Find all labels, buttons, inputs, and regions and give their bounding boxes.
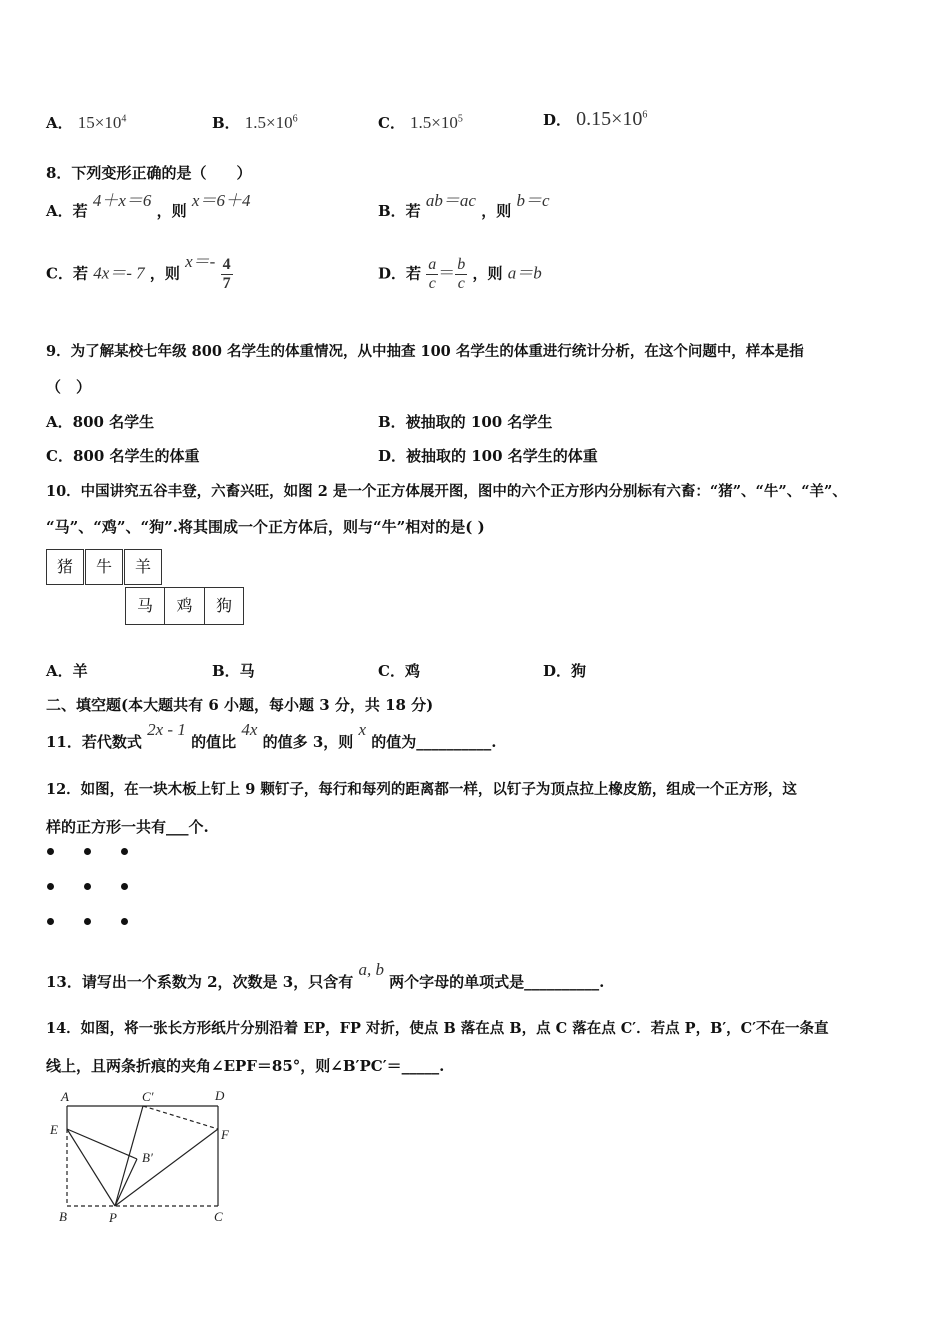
q9-stem-line1: 9．为了解某校七年级 800 名学生的体重情况，从中抽查 100 名学生的体重进行统计分析，在这个问题中，样本是指 bbox=[46, 343, 804, 360]
q9-option-d: D．被抽取的 100 名学生的体重 bbox=[378, 447, 598, 465]
nail-dot bbox=[47, 918, 54, 925]
q9-stem-line2: （ ） bbox=[46, 378, 92, 396]
q10-stem-line1: 10．中国讲究五谷丰登，六畜兴旺，如图 2 是一个正方体展开图，图中的六个正方形内分别标有六畜：“猪”、“牛”、“羊”、 bbox=[46, 483, 847, 500]
section-2-heading: 二、填空题(本大题共有 6 小题，每小题 3 分，共 18 分) bbox=[46, 696, 434, 714]
q14-line1: 14．如图，将一张长方形纸片分别沿着 EP，FP 对折，使点 B 落在点 B，点 C 落在点 C′．若点 P，B′，C′不在一条直 bbox=[46, 1020, 829, 1037]
q8-option-d-fraction1-den: c bbox=[428, 275, 436, 292]
label-d: D bbox=[215, 1088, 225, 1103]
q8-option-d-label: D．若 bbox=[378, 264, 422, 283]
q10-stem-line2: “马”、“鸡”、“狗”.将其围成一个正方体后，则与“牛”相对的是( ) bbox=[46, 518, 485, 536]
q8-option-a-expr1: 4＋x＝6 bbox=[92, 191, 152, 210]
q8-option-d-fraction1-num: a bbox=[428, 256, 437, 273]
q8-option-d-eq: ＝ bbox=[438, 263, 456, 283]
net-cell-bottom-3: 狗 bbox=[204, 587, 244, 625]
q7-option-b-label: B． bbox=[212, 114, 240, 132]
q8-option-a-expr2: x＝6＋4 bbox=[191, 191, 251, 210]
net-cell-bottom-2: 鸡 bbox=[164, 587, 205, 625]
label-p: P bbox=[109, 1210, 117, 1225]
q7-option-b-value: $1.5\times 10^6$ bbox=[244, 113, 298, 132]
label-b-prime: B′ bbox=[142, 1150, 153, 1165]
crease-ep bbox=[67, 1129, 115, 1206]
nail-dot bbox=[47, 848, 54, 855]
q8-option-b bbox=[378, 191, 550, 221]
q8-option-c bbox=[46, 251, 233, 293]
label-a: A bbox=[61, 1089, 69, 1104]
q8-option-d-fraction2 bbox=[455, 256, 467, 293]
net-cell-top-2: 牛 bbox=[85, 549, 123, 585]
q10-option-d: D．狗 bbox=[543, 662, 587, 680]
q8-option-d-mid: ，则 bbox=[472, 264, 503, 283]
q7-option-b bbox=[212, 112, 298, 133]
q11-part1: 11．若代数式 bbox=[46, 733, 142, 751]
label-f: F bbox=[221, 1127, 229, 1142]
q8-option-c-mid: ，则 bbox=[149, 264, 180, 283]
q7-option-d bbox=[543, 108, 647, 131]
folding-figure bbox=[40, 1082, 250, 1232]
q8-option-d bbox=[378, 256, 542, 293]
q7-option-c bbox=[378, 112, 463, 133]
q12-line1: 12．如图，在一块木板上钉上 9 颗钉子，每行和每列的距离都一样，以钉子为顶点拉上橡皮筋，组成一个正方形，这 bbox=[46, 781, 797, 798]
q8-option-c-expr1: 4x＝- 7 bbox=[93, 263, 145, 283]
q9-option-c: C．800 名学生的体重 bbox=[46, 447, 200, 465]
q13-part2: 两个字母的单项式是__________. bbox=[389, 973, 605, 991]
q10-option-a: A．羊 bbox=[46, 662, 88, 680]
net-cell-top-1: 猪 bbox=[46, 549, 84, 585]
crease-fp bbox=[115, 1129, 218, 1206]
segment-c-prime-f-dashed bbox=[143, 1106, 218, 1129]
q9-option-a: A．800 名学生 bbox=[46, 413, 155, 431]
q8-option-b-mid: ，则 bbox=[481, 202, 512, 220]
q11-part3: 的值多 3，则 bbox=[262, 733, 354, 751]
q13-expr: a, b bbox=[358, 960, 384, 979]
q8-option-a-mid: ，则 bbox=[156, 202, 187, 220]
q8-option-b-expr1: ab＝ac bbox=[425, 191, 476, 210]
q8-option-c-expr2: x＝- bbox=[185, 251, 216, 271]
q7-option-a-value: $15\times 10^4$ bbox=[77, 113, 127, 132]
q13 bbox=[46, 960, 605, 992]
nail-dot bbox=[121, 918, 128, 925]
q7-option-a bbox=[46, 112, 126, 133]
q7-option-d-value: $0.15\times 10^6$ bbox=[576, 108, 648, 130]
q11-part4: 的值为__________. bbox=[371, 733, 497, 751]
q8-option-a-label: A．若 bbox=[46, 202, 88, 220]
q11-expr1: 2x - 1 bbox=[147, 720, 186, 739]
nail-dot bbox=[84, 848, 91, 855]
nail-dot bbox=[121, 883, 128, 890]
q9-option-b: B．被抽取的 100 名学生 bbox=[378, 413, 553, 431]
net-cell-bottom-1: 马 bbox=[125, 587, 165, 625]
q11-part2: 的值比 bbox=[191, 733, 237, 751]
q8-option-c-label: C．若 bbox=[46, 264, 88, 283]
q11-expr2: 4x bbox=[241, 720, 258, 739]
q10-option-b: B．马 bbox=[212, 662, 255, 680]
q8-option-b-expr2: b＝c bbox=[516, 191, 550, 210]
segment-c-prime-p bbox=[115, 1106, 143, 1206]
q8-stem: 8．下列变形正确的是（ ） bbox=[46, 164, 252, 182]
q8-option-b-label: B．若 bbox=[378, 202, 421, 220]
q8-option-d-expr2: a＝b bbox=[507, 263, 542, 283]
q11-expr3: x bbox=[358, 720, 367, 739]
q7-option-d-label: D． bbox=[543, 111, 572, 129]
q11 bbox=[46, 720, 497, 752]
label-c: C bbox=[214, 1209, 223, 1224]
label-b: B bbox=[59, 1209, 67, 1224]
nail-dot bbox=[47, 883, 54, 890]
nail-dot bbox=[84, 918, 91, 925]
nail-dot bbox=[121, 848, 128, 855]
net-cell-top-3: 羊 bbox=[124, 549, 162, 585]
q13-part1: 13．请写出一个系数为 2，次数是 3，只含有 bbox=[46, 973, 354, 991]
q8-option-c-fraction bbox=[221, 256, 233, 293]
q7-option-c-value: $1.5\times 10^5$ bbox=[410, 113, 463, 132]
q8-option-d-fraction2-num: b bbox=[457, 256, 466, 273]
q8-option-c-fraction-den: 7 bbox=[222, 275, 231, 292]
q8-option-c-fraction-num: 4 bbox=[222, 256, 231, 273]
q7-option-c-label: C． bbox=[378, 114, 405, 132]
label-c-prime: C′ bbox=[142, 1089, 154, 1104]
q14-line2: 线上，且两条折痕的夹角∠EPF＝85°，则∠B′PC′＝_____. bbox=[46, 1057, 445, 1075]
nail-dot bbox=[84, 883, 91, 890]
q12-line2: 样的正方形一共有___个. bbox=[46, 818, 209, 836]
q8-option-d-fraction2-den: c bbox=[457, 275, 465, 292]
label-e: E bbox=[50, 1122, 58, 1137]
q8-option-d-fraction1 bbox=[426, 256, 438, 293]
segment-eb-prime bbox=[67, 1129, 137, 1159]
q7-option-a-label: A． bbox=[46, 114, 73, 132]
q10-option-c: C．鸡 bbox=[378, 662, 420, 680]
q8-option-a bbox=[46, 191, 251, 221]
